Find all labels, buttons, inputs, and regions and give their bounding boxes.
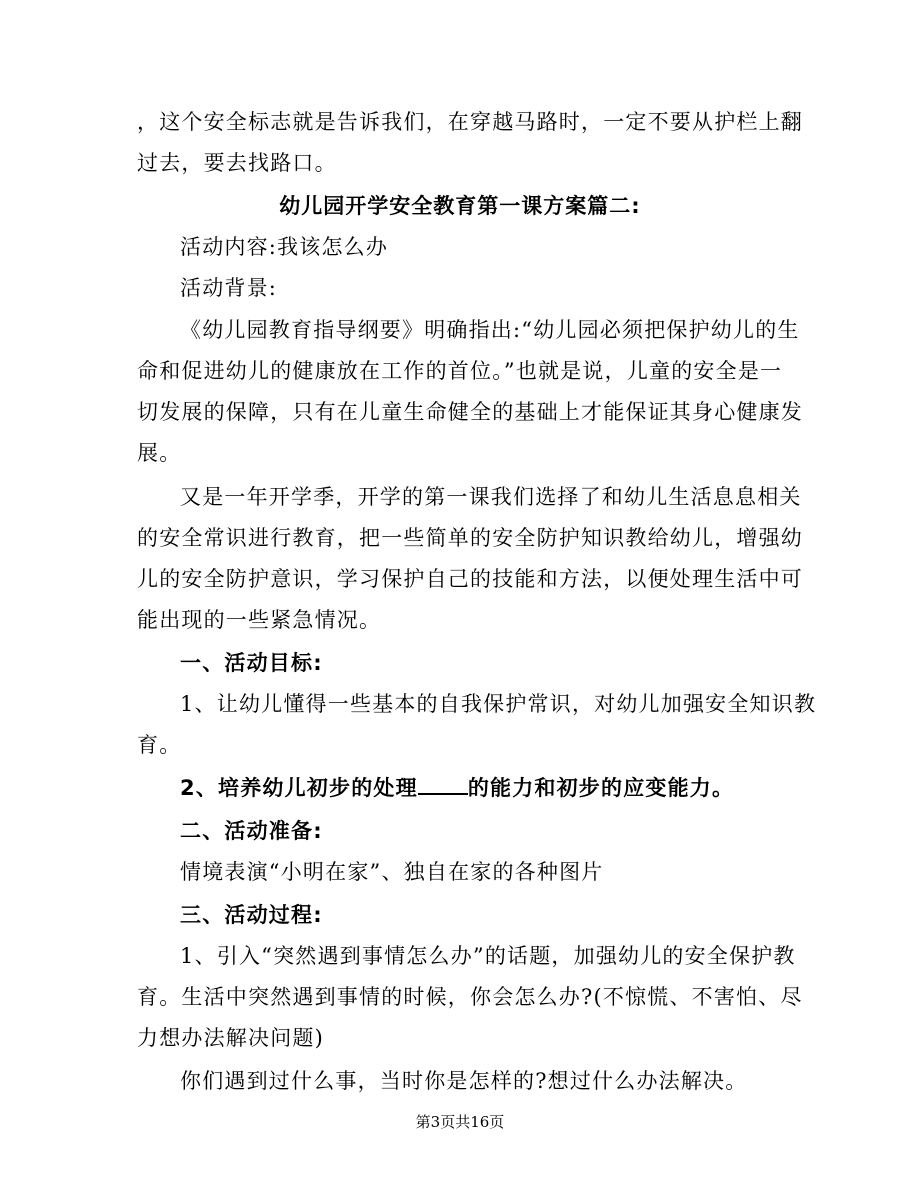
paragraph-line: 1、引入“突然遇到事情怎么办”的话题，加强幼儿的安全保护教 [180,944,796,968]
goal-item-2-part-1: 2、培养幼儿初步的处理 [180,776,418,800]
goal-item-2-part-2: 的能力和初步的应变能力。 [467,776,735,800]
paragraph-line: 力想办法解决问题) [137,1026,324,1050]
section-heading-preparation: 二、活动准备: [180,819,323,843]
paragraph-line: 《幼儿园教育指导纲要》明确指出:“幼儿园必须把保护幼儿的生 [180,318,800,342]
activity-background-label: 活动背景: [180,276,278,300]
section-heading-goals: 一、活动目标: [180,651,323,675]
paragraph-line: 过去，要去找路口。 [137,151,337,175]
paragraph-line: 又是一年开学季，开学的第一课我们选择了和幼儿生活息息相关 [180,485,802,509]
paragraph-line: ，这个安全标志就是告诉我们，在穿越马路时，一定不要从护栏上翻 [137,110,803,134]
fill-in-blank [418,772,468,795]
paragraph-line: 育。 [137,733,182,757]
paragraph-line: 命和促进幼儿的健康放在工作的首位。”也就是说，儿童的安全是一 [137,359,783,383]
paragraph-line: 育。生活中突然遇到事情的时候，你会怎么办?(不惊慌、不害怕、尽 [137,985,803,1009]
paragraph-line: 能出现的一些紧急情况。 [137,608,382,632]
paragraph-line: 的安全常识进行教育，把一些简单的安全防护知识教给幼儿，增强幼 [137,526,803,550]
paragraph-line: 展。 [137,441,182,465]
section-heading-process: 三、活动过程: [180,903,323,927]
paragraph-line: 你们遇到过什么事，当时你是怎样的?想过什么办法解决。 [180,1069,748,1093]
paragraph-line: 1、让幼儿懂得一些基本的自我保护常识，对幼儿加强安全知识教 [180,692,817,716]
paragraph-line: 儿的安全防护意识，学习保护自己的技能和方法，以便处理生活中可 [137,567,803,591]
activity-content-line: 活动内容:我该怎么办 [180,235,389,259]
paragraph-line: 切发展的保障，只有在儿童生命健全的基础上才能保证其身心健康发 [137,400,803,424]
goal-item-2 [180,768,830,808]
page-number-footer: 第3页共16页 [415,1113,505,1131]
paragraph-line: 情境表演“小明在家”、独自在家的各种图片 [180,860,604,884]
section-title: 幼儿园开学安全教育第一课方案篇二: [279,194,641,218]
